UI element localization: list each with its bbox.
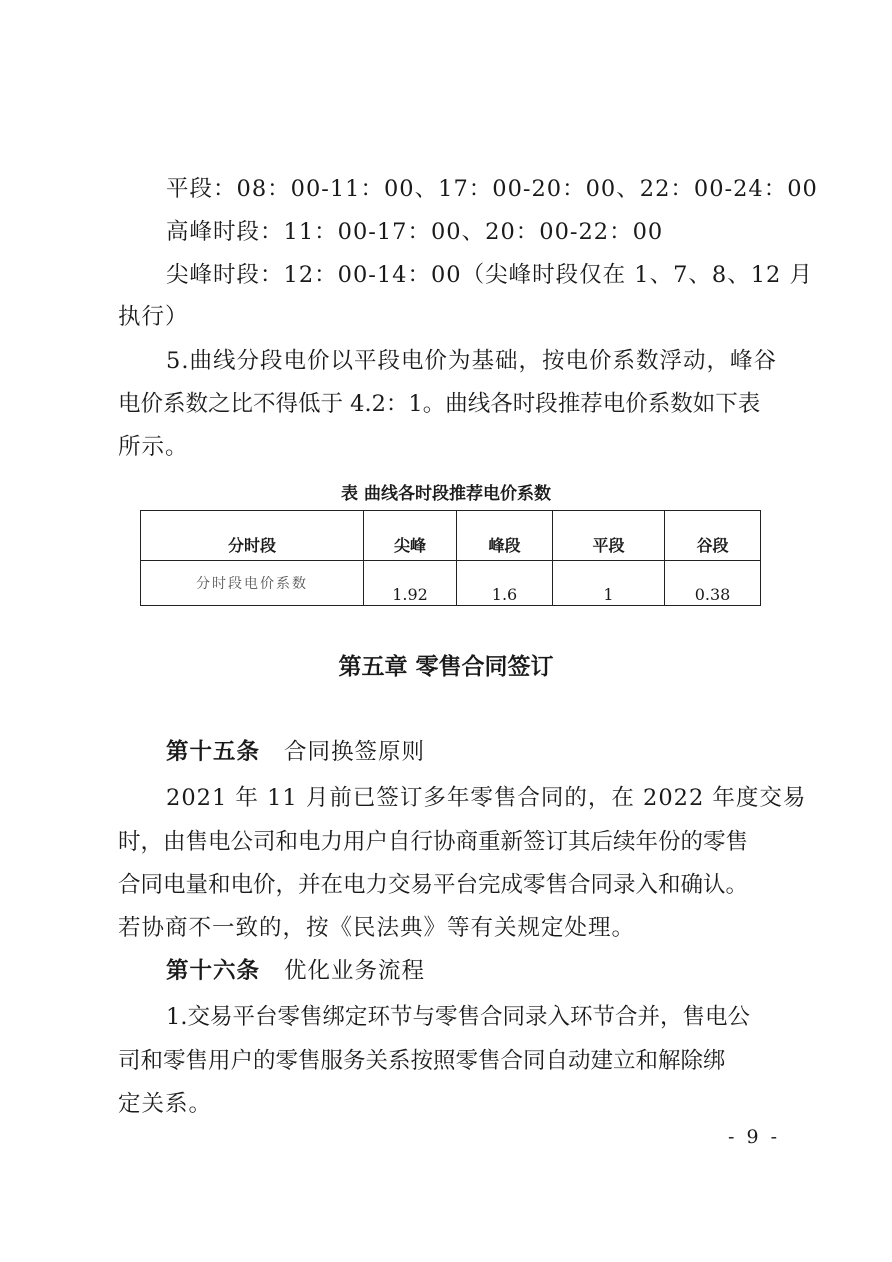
- table-header-cell: 尖峰: [364, 511, 457, 561]
- article16-line-3: 定关系。: [118, 1091, 213, 1117]
- article16-line-2: 司和零售用户的零售服务关系按照零售合同自动建立和解除绑: [118, 1048, 726, 1074]
- table-header-row: [141, 511, 761, 561]
- item5-line-1: 5.曲线分段电价以平段电价为基础，按电价系数浮动，峰谷: [166, 348, 777, 374]
- article16-title: 优化业务流程: [284, 958, 426, 984]
- table-row: [141, 561, 761, 606]
- item5-line-2: 电价系数之比不得低于 4.2：1。曲线各时段推荐电价系数如下表: [118, 391, 761, 417]
- table-cell: 1.92: [364, 561, 457, 606]
- article16-line-1: 1.交易平台零售绑定环节与零售合同录入环节合并，售电公: [166, 1004, 750, 1030]
- sharp-peak-period-continuation: 执行）: [118, 304, 189, 330]
- article15-title: 合同换签原则: [284, 739, 426, 765]
- table-header-cell: 谷段: [665, 511, 761, 561]
- table-cell: 0.38: [665, 561, 761, 606]
- item5-line-3: 所示。: [118, 434, 189, 460]
- sharp-peak-period-line: 尖峰时段：12：00-14：00（尖峰时段仅在 1、7、8、12 月: [166, 262, 814, 288]
- page-number: - 9 -: [727, 1126, 780, 1148]
- table-header-cell: 峰段: [457, 511, 553, 561]
- article15-line-2: 时，由售电公司和电力用户自行协商重新签订其后续年份的零售: [118, 829, 749, 855]
- flat-period-line: 平段：08：00-11：00、17：00-20：00、22：00-24：00: [166, 176, 818, 202]
- article15-line-4: 若协商不一致的，按《民法典》等有关规定处理。: [118, 915, 636, 941]
- article15-line-1: 2021 年 11 月前已签订多年零售合同的，在 2022 年度交易: [166, 785, 807, 811]
- article15-heading: [166, 737, 782, 767]
- table-row-label: 分时段电价系数: [141, 561, 364, 606]
- table-cell: 1: [553, 561, 665, 606]
- high-peak-period-line: 高峰时段：11：00-17：00、20：00-22：00: [166, 219, 664, 245]
- table-caption: 表 曲线各时段推荐电价系数: [341, 484, 551, 504]
- article16-number: 第十六条: [166, 958, 261, 984]
- article16-heading: [166, 956, 782, 986]
- article15-number: 第十五条: [166, 739, 261, 765]
- price-coefficient-table: [140, 510, 761, 606]
- table-header-cell: 分时段: [141, 511, 364, 561]
- table-header-cell: 平段: [553, 511, 665, 561]
- chapter-title: 第五章 零售合同签订: [338, 654, 554, 680]
- table-cell: 1.6: [457, 561, 553, 606]
- article15-line-3: 合同电量和电价，并在电力交易平台完成零售合同录入和确认。: [118, 872, 749, 898]
